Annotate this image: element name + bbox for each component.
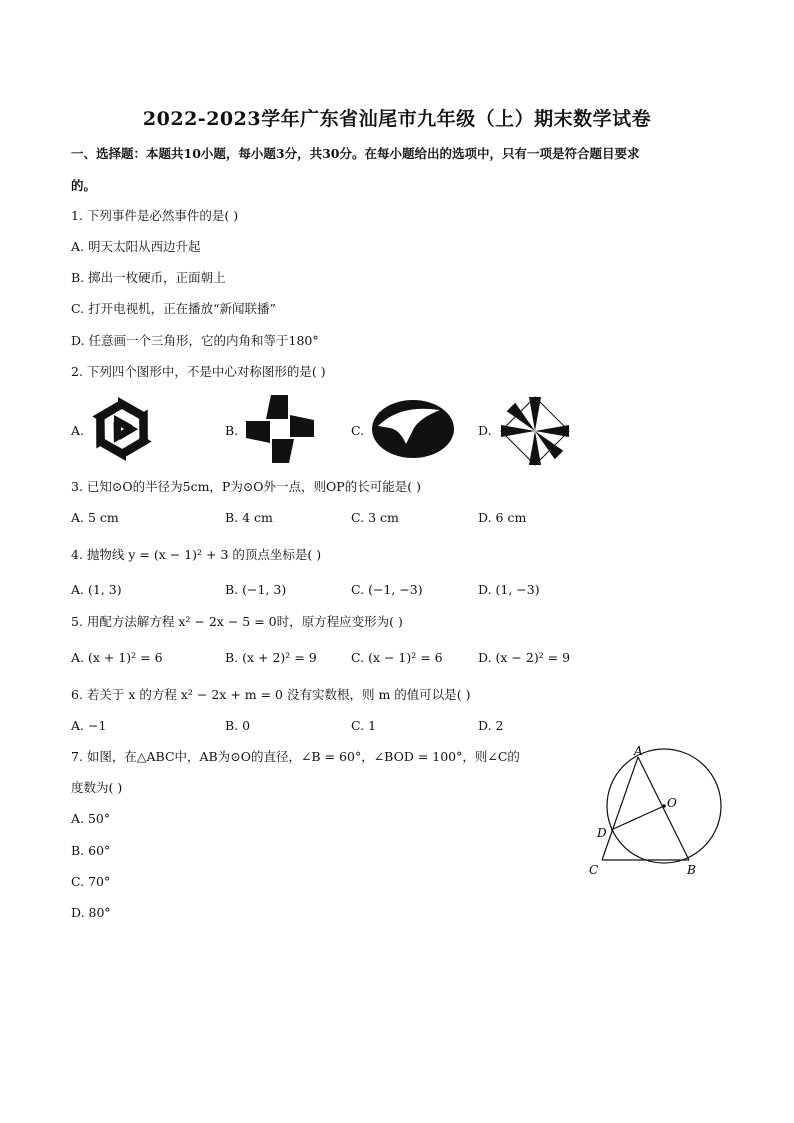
- q6-option-b: B. 0: [225, 718, 251, 733]
- q1-option-b: B. 掷出一枚硬币，正面朝上: [71, 270, 226, 285]
- q4-option-b: B. (−1, 3): [225, 582, 287, 597]
- q5-option-d: D. (x − 2)² = 9: [478, 650, 571, 665]
- q6-option-c: C. 1: [351, 718, 377, 733]
- q4-option-c: C. (−1, −3): [351, 582, 423, 597]
- section-heading-line2: 的。: [71, 178, 97, 193]
- q3-option-b: B. 4 cm: [225, 510, 273, 525]
- q6-stem: 6. 若关于 x 的方程 x² − 2x + m = 0 没有实数根，则 m 的值可以是( ): [71, 687, 471, 702]
- q5-option-a: A. (x + 1)² = 6: [71, 650, 163, 665]
- q2-option-a: A.: [71, 423, 85, 438]
- label-b: B: [687, 863, 696, 877]
- q1-option-a: A. 明天太阳从西边升起: [71, 239, 201, 254]
- q5-option-b: B. (x + 2)² = 9: [225, 650, 317, 665]
- q1-option-c: C. 打开电视机，正在播放“新闻联播”: [71, 301, 276, 316]
- segment-ab: [638, 757, 689, 860]
- q3-option-d: D. 6 cm: [478, 510, 527, 525]
- q3-stem: 3. 已知⊙O的半径为5cm，P为⊙O外一点，则OP的长可能是( ): [71, 479, 421, 494]
- q3-option-a: A. 5 cm: [71, 510, 119, 525]
- q4-stem: 4. 抛物线 y = (x − 1)² + 3 的顶点坐标是( ): [71, 547, 322, 562]
- q4-option-a: A. (1, 3): [71, 582, 122, 597]
- q7-option-c: C. 70°: [71, 874, 111, 889]
- segment-od: [611, 806, 664, 830]
- q7-option-b: B. 60°: [71, 843, 111, 858]
- q7-stem-line2: 度数为( ): [71, 780, 123, 795]
- q7-geometry-figure: [584, 744, 730, 884]
- figure-a-hexagon-swirl: [88, 395, 156, 463]
- q3-option-c: C. 3 cm: [351, 510, 399, 525]
- figure-b-pinwheel-square: [243, 394, 317, 464]
- q1-option-d: D. 任意画一个三角形，它的内角和等于180°: [71, 333, 319, 348]
- q7-option-a: A. 50°: [71, 811, 111, 826]
- q4-option-d: D. (1, −3): [478, 582, 540, 597]
- q5-option-c: C. (x − 1)² = 6: [351, 650, 443, 665]
- q2-stem: 2. 下列四个图形中，不是中心对称图形的是( ): [71, 364, 326, 379]
- q1-stem: 1. 下列事件是必然事件的是( ): [71, 208, 239, 223]
- q2-option-c: C.: [351, 423, 365, 438]
- q2-option-d: D.: [478, 423, 492, 438]
- q7-option-d: D. 80°: [71, 905, 111, 920]
- q7-stem-line1: 7. 如图，在△ABC中，AB为⊙O的直径，∠B = 60°，∠BOD = 100°，则∠C的: [71, 749, 520, 764]
- q5-stem: 5. 用配方法解方程 x² − 2x − 5 = 0时，原方程应变形为( ): [71, 614, 403, 629]
- label-a: A: [634, 744, 643, 758]
- label-c: C: [589, 863, 599, 877]
- label-o: O: [667, 796, 677, 810]
- q6-option-d: D. 2: [478, 718, 504, 733]
- point-o: [662, 804, 666, 808]
- q6-option-a: A. −1: [71, 718, 107, 733]
- figure-c-circle-logo: [370, 398, 456, 460]
- page-title: 2022-2023学年广东省汕尾市九年级（上）期末数学试卷: [142, 108, 652, 130]
- q2-option-b: B.: [225, 423, 239, 438]
- section-heading-line1: 一、选择题：本题共10小题，每小题3分，共30分。在每小题给出的选项中，只有一项是符合题目要求: [71, 146, 640, 161]
- figure-d-triangle-diamond: [499, 395, 571, 467]
- label-d: D: [597, 826, 607, 840]
